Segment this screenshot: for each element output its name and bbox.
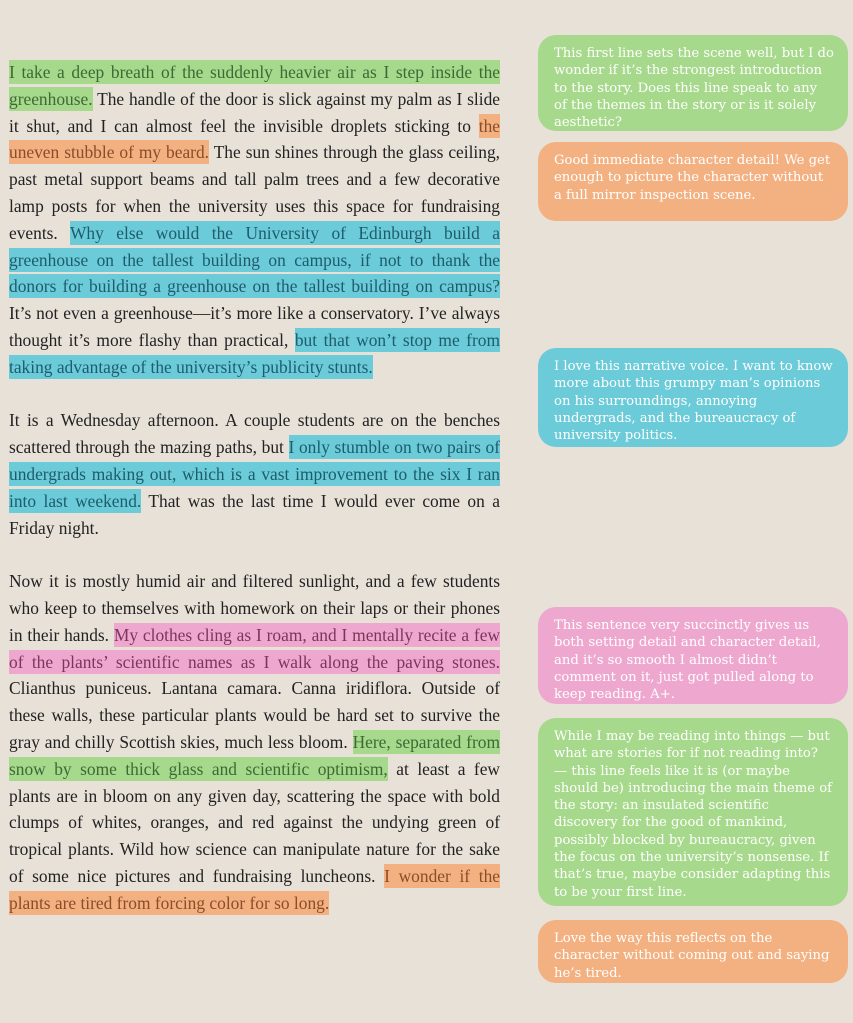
- highlight-blue-university[interactable]: Why else would the University of Edinburgh build a greenhouse on the tallest building on campus, if not to thank the donors for building a greenhouse on the tallest building on campus?: [9, 222, 500, 297]
- paragraph-1: [9, 59, 500, 381]
- story-text: [9, 59, 500, 943]
- comment-bubble-setting[interactable]: This sentence very succinctly gives us both setting detail and character detail, and it’s so smooth I almost didn’t comment on it, just got pulled along to keep reading. A+.: [538, 607, 848, 704]
- comment-bubble-opening[interactable]: This first line sets the scene well, but I do wonder if it’s the strongest introduction to the story. Does this line speak to any of the themes in the story or is it solely aesthetic?: [538, 35, 848, 131]
- highlight-green-opening[interactable]: I take a deep breath of the suddenly heavier air as I step inside the greenhouse.: [9, 62, 500, 109]
- highlight-orange-tired[interactable]: I wonder if the plants are tired from forcing color for so long.: [9, 865, 501, 913]
- highlight-blue-undergrads[interactable]: I only stumble on two pairs of undergrads making out, which is a vast improvement to the six I ran into last weekend.: [9, 437, 500, 511]
- text-run: It’s not even a greenhouse—it’s more like a conservatory. I’ve always thought it’s more flashy than practical,: [9, 303, 500, 350]
- comment-bubble-character[interactable]: Good immediate character detail! We get enough to picture the character without a full mirror inspection scene.: [538, 142, 848, 221]
- comment-bubble-tired[interactable]: Love the way this reflects on the character without coming out and saying he’s tired.: [538, 920, 848, 983]
- comment-bubble-theme[interactable]: While I may be reading into things — but what are stories for if not reading into? — this line feels like it is (or maybe should be) introducing the main theme of the story: an insulated scientific discovery for the good of mankind, possibly blocked by bureaucracy, given the focus on the university’s nonsense. If that’s true, maybe consider adapting this to be your first line.: [538, 718, 848, 906]
- paragraph-3: [9, 568, 500, 916]
- comment-bubble-voice[interactable]: I love this narrative voice. I want to know more about this grumpy man’s opinions on his surroundings, annoying undergrads, and the bureaucracy of university politics.: [538, 348, 848, 447]
- text-run: The handle of the door is slick against my palm as I slide it shut, and I can almost feel the invisible droplets sticking to: [9, 88, 500, 136]
- highlight-pink-clothes[interactable]: My clothes cling as I roam, and I mentally recite a few of the plants’ scientific names as I walk along the paving stones.: [9, 624, 500, 672]
- text-run: Clianthus puniceus. Lantana camara. Canna iridiflora. Outside of these walls, these particular plants would be hard set to survive the gray and chilly Scottish skies, much less bloom.: [9, 678, 500, 752]
- text-run: at least a few plants are in bloom on any given day, scattering the space with bold clumps of whites, oranges, and red against the undying green of tropical plants. Wild how science can manipulate nature for the sake of some nice pictures and fundraising luncheons.: [9, 758, 500, 886]
- text-run: Now it is mostly humid air and filtered sunlight, and a few students who keep to themselves with homework on their laps or their phones in their hands.: [9, 571, 500, 645]
- highlight-orange-beard[interactable]: the uneven stubble of my beard.: [9, 115, 500, 163]
- text-run: It is a Wednesday afternoon. A couple students are on the benches scattered through the mazing paths, but: [9, 410, 500, 458]
- text-run: The sun shines through the glass ceiling, past metal support beams and tall palm trees and a few decorative lamp posts for when the university uses this space for fundraising events.: [9, 142, 500, 243]
- text-run: That was the last time I would ever come on a Friday night.: [9, 490, 500, 538]
- paragraph-2: [9, 407, 500, 541]
- highlight-blue-publicity[interactable]: but that won’t stop me from taking advantage of the university’s publicity stunts.: [9, 329, 500, 377]
- highlight-green-optimism[interactable]: Here, separated from snow by some thick glass and scientific optimism,: [9, 731, 500, 779]
